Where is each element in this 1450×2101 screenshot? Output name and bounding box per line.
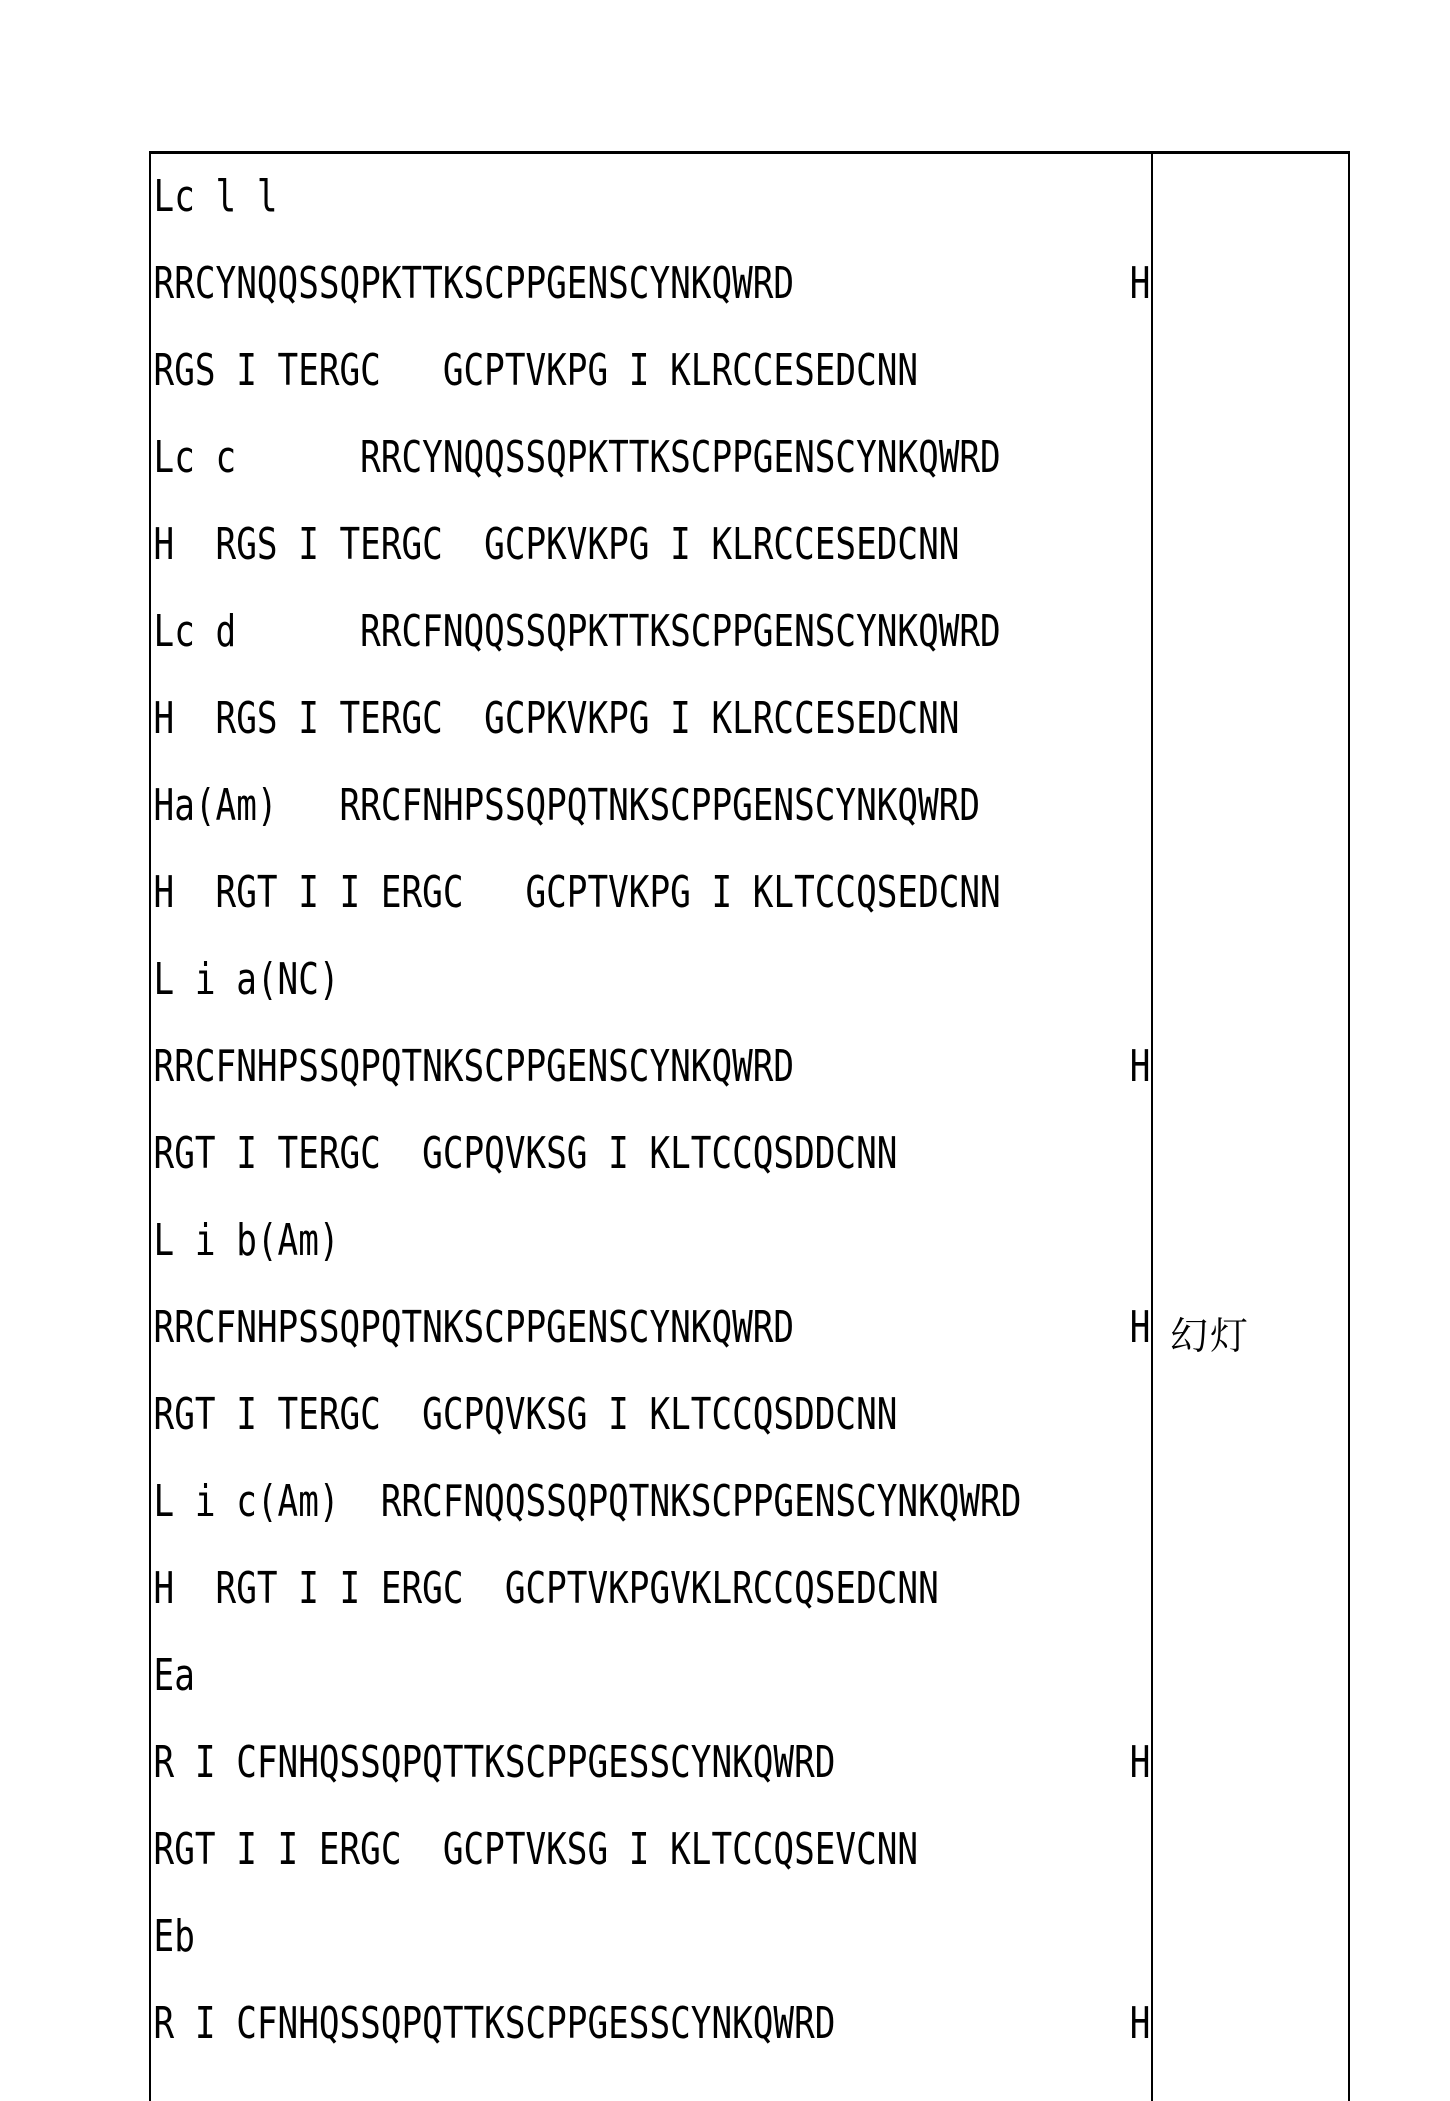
side-label: 幻灯 bbox=[1170, 1314, 1251, 1358]
sequence-line bbox=[152, 1369, 1150, 1456]
line-text: R I CFNHQSSQPQTTKSCPPGESSCYNKQWRD bbox=[153, 1737, 836, 1788]
sequence-line bbox=[152, 760, 1150, 847]
line-text: H RGT I I ERGC GCPTVKPGVKLRCCQSEDCNN bbox=[153, 1563, 939, 1614]
line-suffix: H bbox=[1129, 1041, 1151, 1092]
line-text: RGT I I ERGC GCPTVKSG I KLTCCQSEVCNN bbox=[153, 1824, 919, 1875]
sequence-line bbox=[152, 325, 1150, 412]
sequence-line bbox=[152, 1282, 1150, 1369]
line-text: RRCYNQQSSQPKTTKSCPPGENSCYNKQWRD bbox=[153, 258, 795, 309]
line-text: RGS I TERGC GCPTVKPG I KLRCCESEDCNN bbox=[153, 345, 919, 396]
line-suffix: H bbox=[1129, 1302, 1151, 1353]
line-text: Eb bbox=[153, 1911, 195, 1962]
line-text: RGT I TERGC GCPQVKSG I KLTCCQSDDCNN bbox=[153, 1128, 898, 1179]
sequence-line bbox=[152, 586, 1150, 673]
line-text: R I CFNHQSSQPQTTKSCPPGESSCYNKQWRD bbox=[153, 1998, 836, 2049]
line-text: RGT I TERGC GCPQVKSG I KLTCCQSDDCNN bbox=[153, 1389, 898, 1440]
line-text: H RGS I TERGC GCPKVKPG I KLRCCESEDCNN bbox=[153, 519, 960, 570]
sequence-line bbox=[152, 934, 1150, 1021]
sequence-line bbox=[152, 1717, 1150, 1804]
line-text: RRCFNHPSSQPQTNKSCPPGENSCYNKQWRD bbox=[153, 1302, 795, 1353]
line-text: L i c(Am) RRCFNQQSSQPQTNKSCPPGENSCYNKQWRD bbox=[153, 1476, 1022, 1527]
sequence-line bbox=[152, 1804, 1150, 1891]
sequence-line bbox=[152, 151, 1150, 238]
line-text: L i a(NC) bbox=[153, 954, 340, 1005]
line-text: H RGT I I ERGC GCPTVKPG I KLTCCQSEDCNN bbox=[153, 867, 1001, 918]
line-suffix: H bbox=[1129, 1998, 1151, 2049]
sequence-line bbox=[152, 238, 1150, 325]
sequence-line bbox=[152, 1195, 1150, 1282]
sequence-line bbox=[152, 673, 1150, 760]
sequence-line bbox=[152, 1456, 1150, 1543]
line-text: Lc c RRCYNQQSSQPKTTKSCPPGENSCYNKQWRD bbox=[153, 432, 1001, 483]
sequence-line bbox=[152, 1630, 1150, 1717]
sequence-cell bbox=[152, 151, 1150, 2065]
sequence-line bbox=[152, 1108, 1150, 1195]
line-text: Ea bbox=[153, 1650, 195, 1701]
line-text: Ha(Am) RRCFNHPSSQPQTNKSCPPGENSCYNKQWRD bbox=[153, 780, 981, 831]
sequence-line bbox=[152, 1891, 1150, 1978]
sequence-line bbox=[152, 1978, 1150, 2065]
sequence-line bbox=[152, 847, 1150, 934]
sequence-line bbox=[152, 1543, 1150, 1630]
sequence-line bbox=[152, 412, 1150, 499]
sequence-line bbox=[152, 1021, 1150, 1108]
line-text: Lc l l bbox=[153, 171, 278, 222]
line-suffix: H bbox=[1129, 1737, 1151, 1788]
sequence-line bbox=[152, 499, 1150, 586]
line-text: Lc d RRCFNQQSSQPKTTKSCPPGENSCYNKQWRD bbox=[153, 606, 1001, 657]
column-divider bbox=[1151, 151, 1153, 2101]
line-suffix: H bbox=[1129, 258, 1151, 309]
line-text: L i b(Am) bbox=[153, 1215, 340, 1266]
line-text: RRCFNHPSSQPQTNKSCPPGENSCYNKQWRD bbox=[153, 1041, 795, 1092]
line-text: H RGS I TERGC GCPKVKPG I KLRCCESEDCNN bbox=[153, 693, 960, 744]
